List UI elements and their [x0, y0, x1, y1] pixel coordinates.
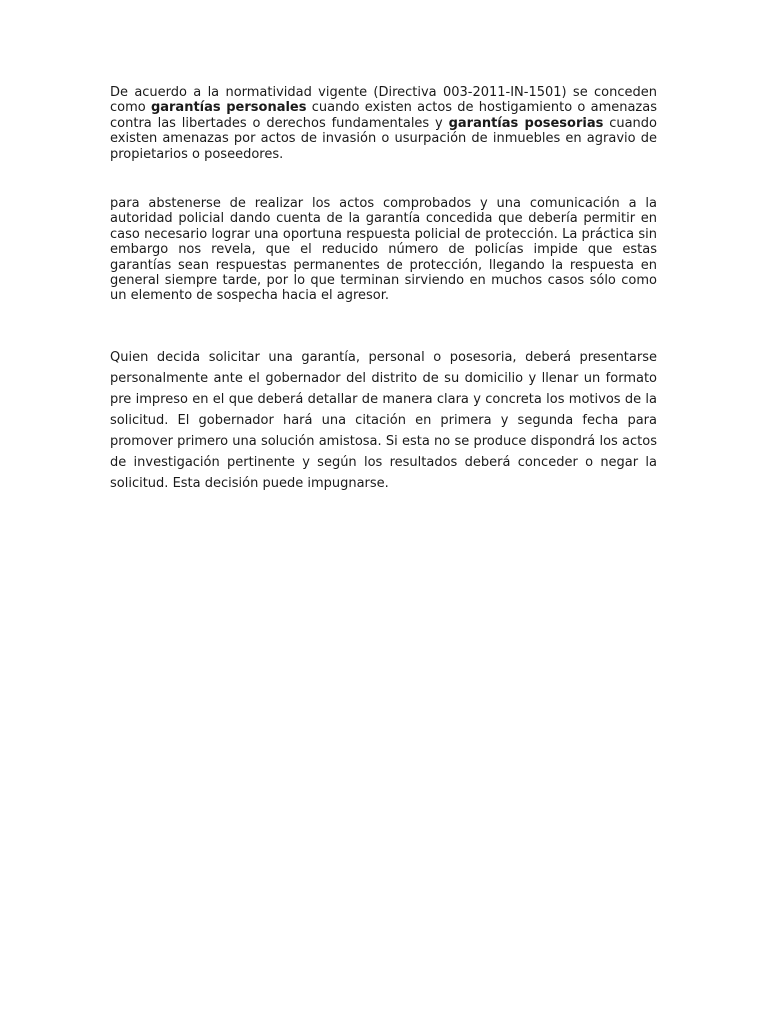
- paragraph-directive-guarantees: [110, 85, 657, 162]
- paragraph-1-end: cuando existen amenazas por actos de invasión o usurpación de inmuebles en agravio de propietarios o poseedores.: [110, 115, 657, 162]
- paragraph-1-intro: De acuerdo a la normatividad vigente (Directiva 003-2011-IN-1501) se conceden como: [110, 85, 657, 116]
- paragraph-1-middle: cuando existen actos de hostigamiento o amenazas contra las libertades o derechos fundamentales y: [110, 100, 657, 131]
- bold-term-personal-guarantees: garantías personales: [150, 100, 307, 116]
- paragraph-request-procedure: Quien decida solicitar una garantía, personal o posesoria, deberá presentarse personalmente ante el gobernador del distrito de su domicilio y llenar un formato pre impreso en el que deberá detallar de manera clara y concreta los motivos de la solicitud. El gobernador hará una citación en primera y segunda fecha para promover primero una solución amistosa. Si esta no se produce dispondrá los actos de investigación pertinente y según los resultados deberá conceder o negar la solicitud. Esta decisión puede impugnarse.: [110, 350, 657, 491]
- paragraph-police-response: para abstenerse de realizar los actos comprobados y una comunicación a la autoridad policial dando cuenta de la garantía concedida que debería permitir en caso necesario lograr una oportuna respuesta policial de protección. La práctica sin embargo nos revela, que el reducido número de policías impide que estas garantías sean respuestas permanentes de protección, llegando la respuesta en general siempre tarde, por lo que terminan sirviendo en muchos casos sólo como un elemento de sospecha hacia el agresor.: [110, 196, 657, 304]
- bold-term-possessory-guarantees: garantías posesorias: [448, 115, 604, 131]
